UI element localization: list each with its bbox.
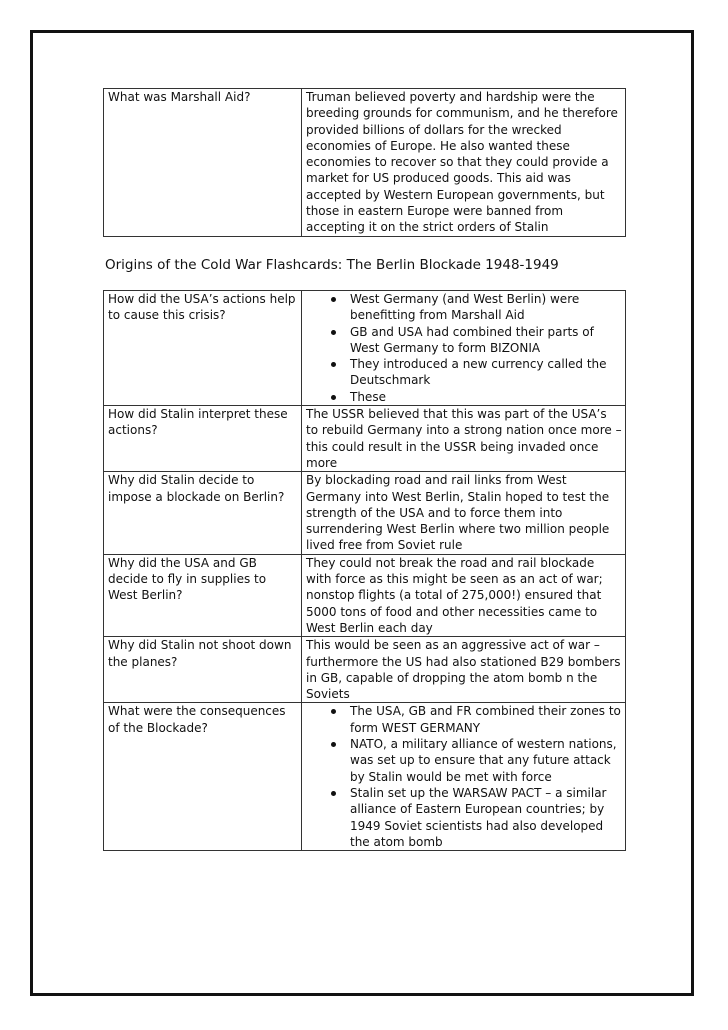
table-row	[104, 472, 626, 554]
marshall-aid-table	[103, 88, 626, 237]
list-item: They introduced a new currency called the Deutschmark	[350, 356, 622, 389]
table-row	[104, 291, 626, 406]
list-item: GB and USA had combined their parts of West Germany to form BIZONIA	[350, 324, 622, 357]
answer-cell: They could not break the road and rail blockade with force as this might be seen as an act of war; nonstop flights (a total of 275,000!) ensured that 5000 tons of food and other necessities came to West Berlin each day	[302, 554, 626, 636]
table-row	[104, 406, 626, 472]
list-item: These	[350, 389, 622, 405]
bullet-list	[306, 291, 622, 405]
question-cell: What were the consequences of the Blockade?	[104, 703, 302, 851]
answer-cell	[302, 291, 626, 406]
table-row	[104, 703, 626, 851]
question-cell: What was Marshall Aid?	[104, 89, 302, 237]
question-cell: Why did the USA and GB decide to fly in supplies to West Berlin?	[104, 554, 302, 636]
answer-cell: Truman believed poverty and hardship were the breeding grounds for communism, and he therefore provided billions of dollars for the wrecked economies of Europe. He also wanted these economies to recover so that they could provide a market for US produced goods. This aid was accepted by Western European governments, but those in eastern Europe were banned from accepting it on the strict orders of Stalin	[302, 89, 626, 237]
list-item: The USA, GB and FR combined their zones to form WEST GERMANY	[350, 704, 621, 735]
answer-cell: The USSR believed that this was part of the USA’s to rebuild Germany into a strong nation once more – this could result in the USSR being invaded once more	[302, 406, 626, 472]
table-row	[104, 89, 626, 237]
list-item: West Germany (and West Berlin) were benefitting from Marshall Aid	[350, 291, 622, 324]
question-cell: How did the USA’s actions help to cause this crisis?	[104, 291, 302, 406]
question-cell: How did Stalin interpret these actions?	[104, 406, 302, 472]
question-cell: Why did Stalin not shoot down the planes?	[104, 637, 302, 703]
answer-cell: This would be seen as an aggressive act of war – furthermore the US had also stationed B29 bombers in GB, capable of dropping the atom bomb n the Soviets	[302, 637, 626, 703]
list-item: Stalin set up the WARSAW PACT – a similar alliance of Eastern European countries; by 1949 Soviet scientists had also developed the atom bomb	[350, 785, 622, 850]
answer-cell	[302, 703, 626, 851]
table-row	[104, 637, 626, 703]
berlin-blockade-table	[103, 290, 626, 851]
question-cell: Why did Stalin decide to impose a blockade on Berlin?	[104, 472, 302, 554]
answer-cell: By blockading road and rail links from West Germany into West Berlin, Stalin hoped to test the strength of the USA and to force them into surrendering West Berlin where two million people lived free from Soviet rule	[302, 472, 626, 554]
table-row	[104, 554, 626, 636]
list-item: NATO, a military alliance of western nations, was set up to ensure that any future attack by Stalin would be met with force	[350, 736, 622, 785]
section-title: Origins of the Cold War Flashcards: The Berlin Blockade 1948-1949	[105, 257, 559, 273]
bullet-list	[306, 703, 622, 850]
